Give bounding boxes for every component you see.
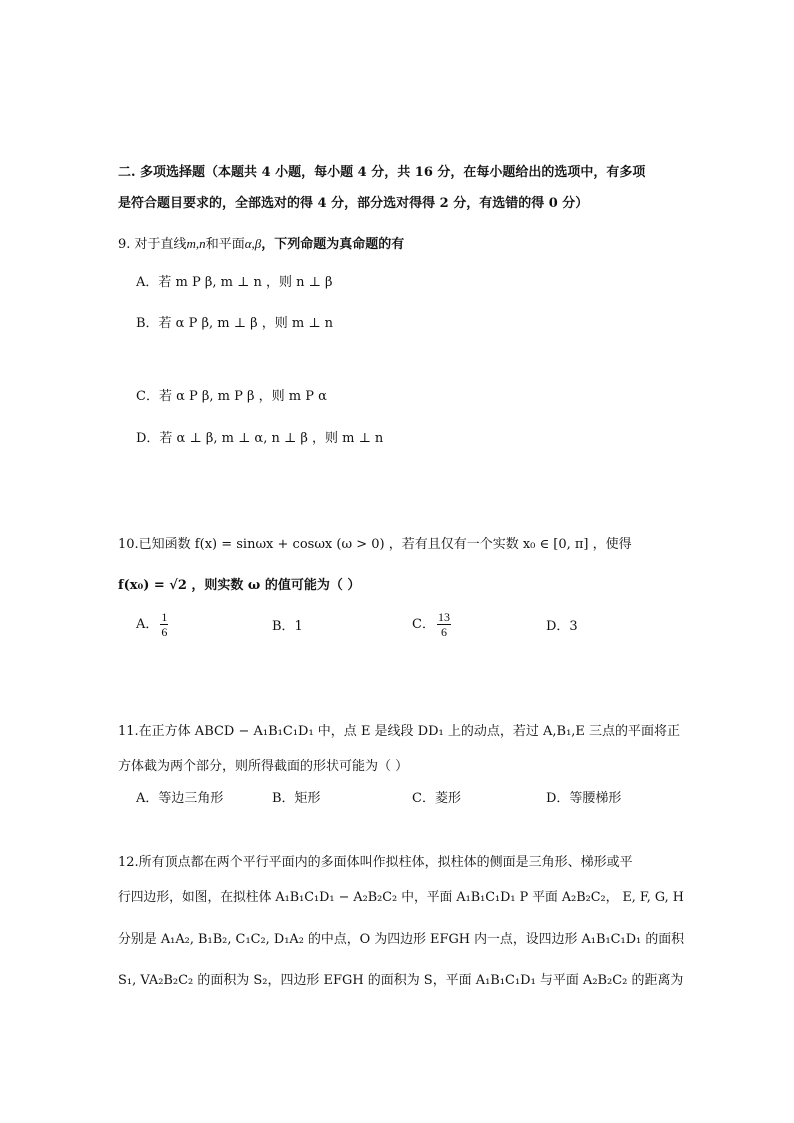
q10-option-a-fraction bbox=[160, 610, 168, 639]
q10-line1: 10.已知函数 f(x) = sinωx + cosωx (ω > 0) ，若有且仅有一个实数 x₀ ∈ [0, π] ，使得 bbox=[118, 537, 632, 552]
q10-option-c-denominator: 6 bbox=[440, 625, 447, 639]
q9-option-a: A．若 m P β, m ⊥ n ，则 n ⊥ β bbox=[136, 275, 333, 290]
q11-line2: 方体截为两个部分，则所得截面的形状可能为（ ） bbox=[118, 759, 409, 774]
q10-line2: f(x₀) = √2 ，则实数 ω 的值可能为（ ） bbox=[118, 578, 361, 593]
q9-stem-math2: α,β bbox=[244, 236, 262, 251]
section-heading-line2: 是符合题目要求的，全部选对的得 4 分，部分选对得得 2 分，有选错的得 0 分） bbox=[118, 196, 589, 211]
q9-option-c: C．若 α P β, m P β ，则 m P α bbox=[136, 389, 327, 404]
q11-option-c: C．菱形 bbox=[412, 791, 461, 806]
q9-stem-mid: 和平面 bbox=[205, 237, 245, 252]
q10-option-c bbox=[412, 610, 451, 639]
q9-stem-suffix: ，下列命题为真命题的有 bbox=[261, 237, 405, 252]
q11-option-a: A．等边三角形 bbox=[136, 791, 224, 806]
q10-option-a-label: A． bbox=[136, 617, 159, 632]
q12-line4: S₁, VA₂B₂C₂ 的面积为 S₂，四边形 EFGH 的面积为 S，平面 A₁B₁C₁D₁ 与平面 A₂B₂C₂ 的距离为 bbox=[118, 973, 684, 988]
q9-stem bbox=[118, 235, 404, 254]
q10-option-a-numerator: 1 bbox=[161, 610, 168, 624]
section-heading-line1: 二. 多项选择题（本题共 4 小题，每小题 4 分，共 16 分，在每小题给出的选项中，有多项 bbox=[118, 165, 646, 180]
q10-option-a bbox=[136, 610, 168, 639]
q10-option-a-denominator: 6 bbox=[161, 625, 168, 639]
q10-option-d: D．3 bbox=[546, 619, 578, 634]
q11-line1: 11.在正方体 ABCD − A₁B₁C₁D₁ 中，点 E 是线段 DD₁ 上的动点，若过 A,B₁,E 三点的平面将正 bbox=[118, 724, 681, 739]
q12-line2: 行四边形，如图，在拟柱体 A₁B₁C₁D₁ − A₂B₂C₂ 中，平面 A₁B₁C₁D₁ P 平面 A₂B₂C₂， E, F, G, H bbox=[118, 890, 684, 905]
q10-option-c-fraction bbox=[437, 610, 451, 639]
q11-option-d: D．等腰梯形 bbox=[546, 791, 622, 806]
q9-option-b: B．若 α P β, m ⊥ β ，则 m ⊥ n bbox=[136, 316, 334, 331]
q10-option-b: B．1 bbox=[272, 619, 303, 634]
q10-option-c-numerator: 13 bbox=[437, 610, 450, 624]
q12-line3: 分别是 A₁A₂, B₁B₂, C₁C₂, D₁A₂ 的中点，O 为四边形 EFGH 内一点，设四边形 A₁B₁C₁D₁ 的面积 bbox=[118, 932, 685, 947]
q9-option-d: D．若 α ⊥ β, m ⊥ α, n ⊥ β ，则 m ⊥ n bbox=[136, 431, 384, 446]
q12-line1: 12.所有顶点都在两个平行平面内的多面体叫作拟柱体，拟柱体的侧面是三角形、梯形或平 bbox=[118, 855, 633, 870]
q11-option-b: B．矩形 bbox=[272, 791, 321, 806]
q10-option-c-label: C． bbox=[412, 617, 435, 632]
q9-stem-prefix: 9. 对于直线 bbox=[118, 237, 187, 252]
q9-stem-math1: m,n bbox=[186, 236, 206, 251]
